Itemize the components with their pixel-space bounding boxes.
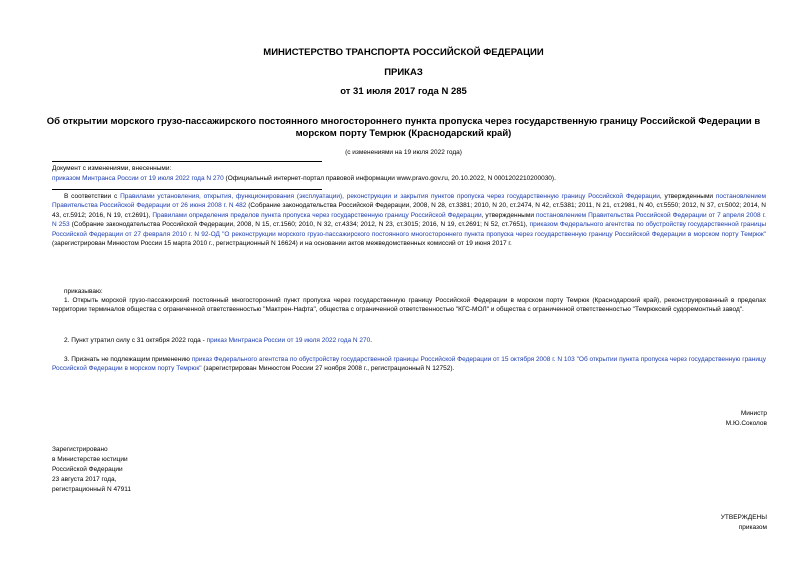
approved-label: УТВЕРЖДЕНЫ [720,514,767,521]
registration-line: регистрационный N 47911 [52,486,132,493]
registration-line: Российской Федерации [52,466,123,473]
document-title: Об открытии морского грузо-пассажирского постоянного многостороннего пункта пропуска через государственную границу Российской Федерации в морском порту Темрюк (Краснодарский край) [46,116,761,139]
changes-top-divider [52,161,322,162]
signature-block [726,409,767,429]
item-3 [52,355,766,374]
changes-line [52,174,752,184]
item-3-text: 3. Признать не подлежащим применению [64,356,192,363]
registration-line: 23 августа 2017 года, [52,476,117,483]
changes-bottom-divider [52,189,322,190]
registration-line: Зарегистрировано [52,446,108,453]
preamble-text-1: В соответствии с [64,193,121,200]
ministry-heading: МИНИСТЕРСТВО ТРАНСПОРТА РОССИЙСКОЙ ФЕДЕРАЦИИ [263,47,544,58]
order-word: приказываю: [64,288,103,295]
item-2-end: . [370,337,373,344]
preamble-text-6: (зарегистрирован Минюстом России 15 марта 2010 г., регистрационный N 16624) и на основании актов межведомственных комиссий от 19 июня 2017 г. [52,240,512,248]
changes-block [52,164,752,184]
rules-establishment-link[interactable]: Правилами установления, открытия, функционирования (эксплуатации), реконструкции и закрытия пунктов пропуска через государственную границу Российской Федерации [120,193,660,200]
item-2 [52,336,766,345]
registration-block [52,445,131,495]
document-type-heading: ПРИКАЗ [384,67,423,78]
registration-line: в Министерстве юстиции [52,456,128,463]
rules-limits-link[interactable]: Правилами определения пределов пункта пропуска через государственную границу Российской Федерации [152,211,482,219]
preamble-text-5: (Собрание законодательства Российской Федерации, 2008, N 15, ст.1560; 2010, N 32, ст.4334; 2012, N 23, ст.3015; 2016, N 19, ст.2691; N 52, ст.7651), [69,221,530,229]
preamble-text-3: (Собрание законодательства Российской Федерации, 2008, N 28, ст.3381; 2010, N 20, ст.2474, N 42, ст.5381; 2011, N 21, ст.2981, N 40, ст.5550; 2012, N 37, ст.5002; 2014, N 43, ст.5912; 2016, N 19, ст.2691), [52,202,767,219]
signature-position: Министр [740,410,767,417]
approved-block [721,513,767,533]
date-number-heading: от 31 июля 2017 года N 285 [340,86,467,97]
changes-intro: Документ с изменениями, внесенными: [52,165,172,172]
government-resolution-482-link[interactable]: постановлением Правительства Российской Федерации от 26 июня 2008 г. N 482 [52,193,766,210]
item-3-end: (зарегистрирован Минюстом России 27 ноября 2008 г., регистрационный N 12752). [201,365,455,373]
signature-name: М.Ю.Соколов [725,420,767,427]
preamble-text-2: , утвержденными [659,193,716,200]
item-2-link[interactable]: приказ Минтранса России от 19 июля 2022 года N 270 [206,337,371,344]
order-92-od-link[interactable]: приказом Федерального агентства по обустройству государственной границы Российской Федерации от 27 февраля 2010 г. N 92-ОД "О реконструкции морского грузо-пассажирского постоянного многостороннего пункта пропуска через государственную границу Российской Федерации в морском порту Темрюк" [52,221,766,238]
changes-link[interactable]: приказом Минтранса России от 19 июля 2022 года N 270 [52,175,224,182]
government-resolution-253-link[interactable]: постановлением Правительства Российской Федерации от 7 апреля 2008 г. N 253 [52,211,766,229]
item-1: 1. Открыть морской грузо-пассажирский постоянный многосторонний пункт пропуска через государственную границу Российской Федерации в морском порту Темрюк (Краснодарский край), реконструированный в пределах территории терминалов общества с ограниченной ответственностью "Мактрен-Нафта", общества с ограниченной ответственностью "КГС-МОЛ" и общества с ограниченной ответственностью "Темрюкский судоремонтный завод". [52,297,766,314]
item-3-link[interactable]: приказ Федерального агентства по обустройству государственной границы Российской Федерации от 15 октября 2008 г. N 103 "Об открытии пункта пропуска через государственную границу Российской Федерации в морском порту Темрюк" [52,356,766,373]
preamble-paragraph [52,192,766,248]
item-2-text: 2. Пункт утратил силу с 31 октября 2022 года - [64,337,207,344]
approved-by: приказом [738,524,767,531]
preamble-text-4: , утвержденными [481,211,536,219]
revision-note: (с изменениями на 19 июля 2022 года) [345,149,462,156]
changes-source: (Официальный интернет-портал правовой информации www.pravo.gov.ru, 20.10.2022, N 0001202210200030). [223,175,556,182]
